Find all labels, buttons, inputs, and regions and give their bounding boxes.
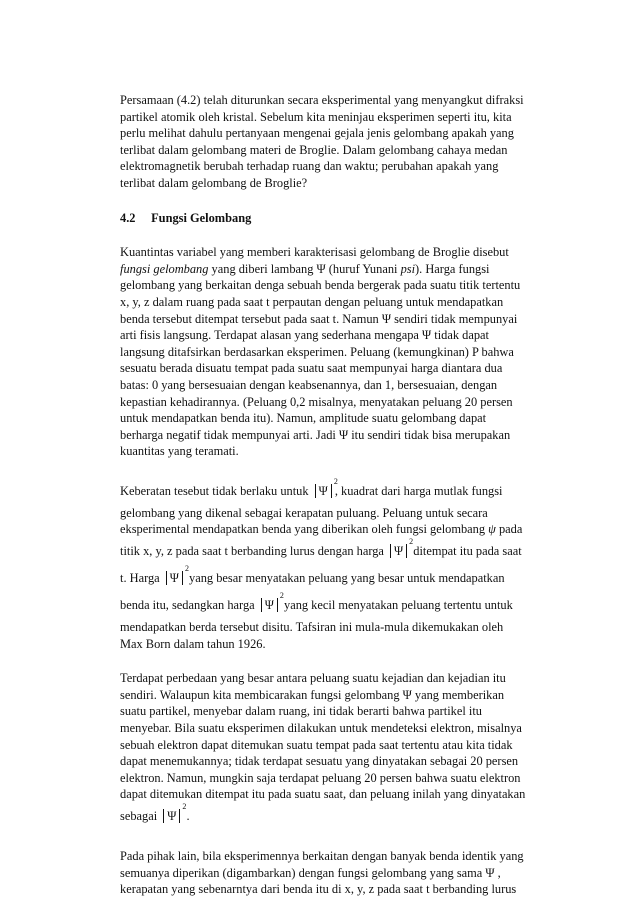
- psi-squared-formula: Ψ 2: [261, 598, 278, 612]
- document-page: [120, 92, 544, 916]
- text-line: Pada pihak lain, bila eksperimennya berkaitan dengan banyak benda identik yang: [120, 849, 524, 863]
- psi-squared-formula: Ψ 2: [166, 571, 183, 585]
- italic-term: fungsi gelombang: [120, 261, 209, 276]
- psi-squared-formula: Ψ 2: [390, 544, 407, 558]
- text-line: gelombang yang dikenal sebagai kerapatan puluang. Peluang untuk secara: [120, 505, 488, 520]
- text-line: Keberatan tesebut tidak berlaku untuk Ψ 2 , kuadrat dari harga mutlak fungsi: [120, 476, 503, 498]
- text-line: kuantitas yang teramati.: [120, 444, 239, 459]
- section-number: 4.2: [120, 210, 136, 225]
- paragraph-wave-function: [120, 244, 544, 460]
- text-line: elektron. Namun, mungkin saja terdapat peluang 20 persen bahwa suatu elektron: [120, 770, 521, 785]
- psi-small-symbol: ψ: [488, 522, 496, 537]
- text-line: menyebar. Bila suatu eksperimen dilakukan untuk mendeteksi elektron, misalnya: [120, 721, 522, 736]
- psi-symbol: Ψ: [422, 328, 432, 343]
- psi-squared-formula: Ψ 2: [315, 484, 332, 498]
- text-line: Max Born dalam tahun 1926.: [120, 636, 266, 651]
- text-line: benda itu, sedangkan harga Ψ 2 yang kecil menyatakan peluang tertentu untuk: [120, 591, 513, 613]
- psi-symbol: Ψ: [338, 427, 349, 442]
- text-line: Terdapat perbedaan yang besar antara peluang suatu kejadian dan kejadian itu: [120, 671, 506, 686]
- text-line: dapat ditemukan ditempat itu pada suatu saat, dan peluang inilah yang dinyatakan: [120, 787, 526, 802]
- italic-term: psi: [400, 261, 416, 276]
- text-line: sendiri. Walaupun kita membicarakan fungsi gelombang Ψ yang memberikan: [120, 687, 505, 702]
- text-line: Kuantintas variabel yang memberi karakterisasi gelombang de Broglie disebut: [120, 245, 509, 260]
- text-line: terlibat dalam gelombang de Broglie?: [120, 175, 308, 190]
- text-line: arti fisis langsung. Terdapat alasan yang sederhana mengapa Ψ tidak dapat: [120, 328, 489, 343]
- text-line: elektromagnetik berubah terhadap ruang dan waktu; perubahan apakah yang: [120, 159, 499, 174]
- text-line: langsung ditafsirkan berdasarkan eksperimen. Peluang (kemungkinan) P bahwa: [120, 344, 514, 359]
- text-line: batas: 0 yang bersesuaian dengan keabsenannya, dan 1, bersesuaian, dengan: [120, 377, 498, 392]
- text-line: t. Harga Ψ 2 yang besar menyatakan peluang yang besar untuk mendapatkan: [120, 564, 505, 586]
- psi-symbol: Ψ: [316, 261, 326, 276]
- text-line: benda tersebut ditempat tersebut pada saat t. Namun Ψ sendiri tidak mempunyai: [120, 311, 518, 326]
- text-line: sebuah elektron dapat ditemukan suatu tempat pada saat tertentu atau kita tidak: [120, 737, 513, 752]
- paragraph-probability-density: [120, 478, 544, 652]
- text-line: terlibat dalam gelombang materi de Broglie. Dalam gelombang cahaya medan: [120, 142, 508, 157]
- text-line: kerapatan yang sebenarntya dari benda itu di x, y, z pada saat t berbanding lurus: [120, 882, 517, 897]
- text-line: Persamaan (4.2) telah diturunkan secara eksperimental yang menyangkut difraksi: [120, 93, 524, 107]
- text-line: dapat menemukannya; tidak terdapat sesuatu yang dinyatakan sebagai 20 persen: [120, 754, 519, 769]
- psi-symbol: Ψ: [381, 311, 391, 326]
- text-line: gelombang yang berkaitan denga sebuah benda bergerak pada suatu titik tertentu: [120, 278, 521, 293]
- section-title: Fungsi Gelombang: [151, 210, 252, 225]
- text-line: suatu partikel, menyebar dalam ruang, ini tidak berarti bahwa partikel itu: [120, 704, 482, 719]
- paragraph-probability-vs-event: [120, 670, 544, 830]
- psi-symbol: Ψ: [485, 865, 495, 880]
- text-line: berharga negatif tidak mempunyai arti. Jadi Ψ itu sendiri tidak bisa merupakan: [120, 427, 511, 442]
- text-line: sebagai Ψ 2 .: [120, 802, 190, 823]
- text-line: semuanya diperikan (digambarkan) dengan fungsi gelombang yang sama Ψ ,: [120, 865, 501, 880]
- text-line: perlu melihat dahulu pertanyaan mengenai gejala jenis gelombang apakah yang: [120, 126, 514, 141]
- psi-symbol: Ψ: [402, 687, 412, 702]
- psi-squared-formula: Ψ 2: [163, 809, 180, 823]
- text-line: partikel atomik oleh kristal. Sebelum kita meninjau eksperimen seperti itu, kita: [120, 109, 512, 124]
- paragraph-intro: [120, 92, 544, 192]
- text-line: eksperimental mendapatkan benda yang diberikan oleh fungsi gelombang ψ pada: [120, 522, 523, 537]
- text-line: mendapatkan berda tersebut disitu. Tafsiran ini mula-mula dikemukakan oleh: [120, 620, 504, 635]
- section-heading: [120, 210, 544, 227]
- text-line: titik x, y, z pada saat t berbanding lurus dengan harga Ψ 2 ditempat itu pada saat: [120, 537, 522, 559]
- paragraph-identical-bodies: [120, 848, 544, 898]
- text-line: untuk mendapatkan benda itu). Namun, amplitude suatu gelombang dapat: [120, 411, 487, 426]
- text-line: sesuatu berada disuatu tempat pada suatu saat mempunyai harga diantara dua: [120, 361, 503, 376]
- text-line: x, y, z dalam ruang pada saat t perpautan dengan peluang untuk mendapatkan: [120, 294, 504, 309]
- text-line: kepastian kehadirannya. (Peluang 0,2 misalnya, menyatakan peluang 20 persen: [120, 394, 513, 409]
- text-line: fungsi gelombang yang diberi lambang Ψ (huruf Yunani psi). Harga fungsi: [120, 261, 490, 276]
